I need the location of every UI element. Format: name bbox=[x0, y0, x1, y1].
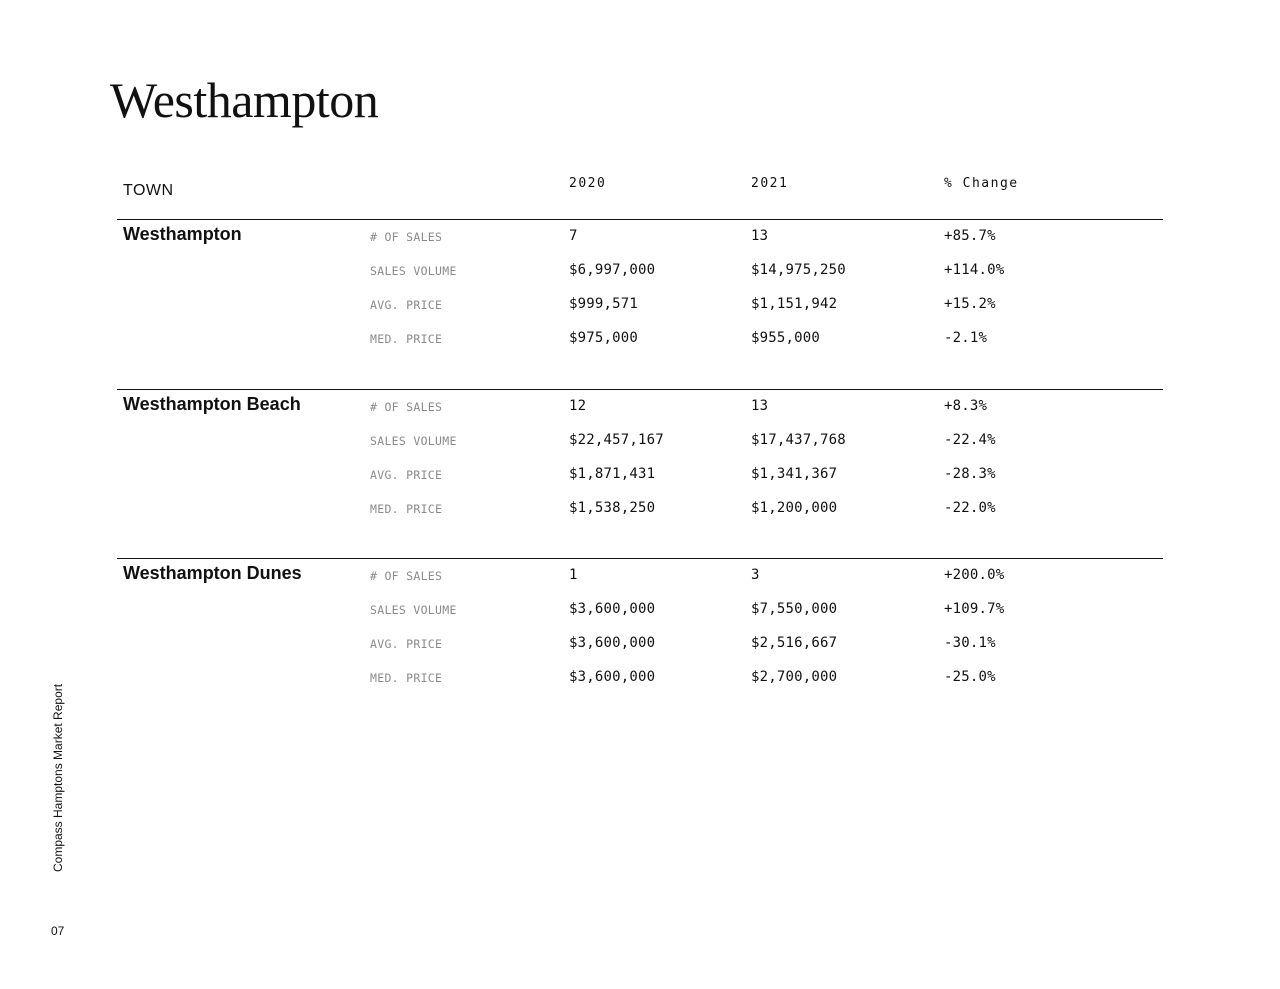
metric-label: MED. PRICE bbox=[370, 332, 443, 346]
value-2020: $3,600,000 bbox=[569, 635, 656, 651]
value-2021: $7,550,000 bbox=[751, 601, 838, 617]
header-town: TOWN bbox=[123, 182, 174, 199]
value-2020: $999,571 bbox=[569, 296, 639, 312]
metric-label: SALES VOLUME bbox=[370, 264, 457, 278]
value-2021: $955,000 bbox=[751, 330, 821, 346]
value-change: -22.0% bbox=[944, 500, 996, 516]
value-2020: $1,538,250 bbox=[569, 500, 656, 516]
table-row bbox=[117, 330, 1163, 352]
town-block-westhampton-dunes bbox=[117, 558, 1163, 729]
value-2020: 7 bbox=[569, 228, 578, 244]
value-2021: 3 bbox=[751, 567, 760, 583]
value-2021: $1,200,000 bbox=[751, 500, 838, 516]
metric-label: SALES VOLUME bbox=[370, 434, 457, 448]
metric-label: MED. PRICE bbox=[370, 671, 443, 685]
value-2021: $14,975,250 bbox=[751, 262, 846, 278]
value-2020: $3,600,000 bbox=[569, 669, 656, 685]
value-change: +8.3% bbox=[944, 398, 988, 414]
table-row bbox=[117, 500, 1163, 522]
value-2020: $3,600,000 bbox=[569, 601, 656, 617]
town-block-westhampton-beach bbox=[117, 389, 1163, 560]
town-name: Westhampton Dunes bbox=[123, 563, 302, 583]
value-change: +200.0% bbox=[944, 567, 1005, 583]
value-2020: 12 bbox=[569, 398, 587, 414]
value-change: +15.2% bbox=[944, 296, 996, 312]
table-row bbox=[117, 466, 1163, 488]
table-row bbox=[117, 296, 1163, 318]
value-change: -28.3% bbox=[944, 466, 996, 482]
value-change: +85.7% bbox=[944, 228, 996, 244]
metric-label: AVG. PRICE bbox=[370, 298, 443, 312]
table-row bbox=[117, 432, 1163, 454]
value-2021: $2,516,667 bbox=[751, 635, 838, 651]
value-2020: 1 bbox=[569, 567, 578, 583]
value-change: +109.7% bbox=[944, 601, 1005, 617]
header-2020: 2020 bbox=[569, 176, 607, 191]
metric-label: # OF SALES bbox=[370, 400, 443, 414]
page-title: Westhampton bbox=[110, 72, 379, 128]
value-2021: $1,151,942 bbox=[751, 296, 838, 312]
value-2020: $1,871,431 bbox=[569, 466, 656, 482]
value-2021: 13 bbox=[751, 398, 769, 414]
table-row bbox=[117, 669, 1163, 691]
value-change: -2.1% bbox=[944, 330, 988, 346]
value-2020: $22,457,167 bbox=[569, 432, 664, 448]
value-2020: $6,997,000 bbox=[569, 262, 656, 278]
header-2021: 2021 bbox=[751, 176, 789, 191]
table-header bbox=[117, 170, 1163, 220]
metric-label: AVG. PRICE bbox=[370, 637, 443, 651]
value-2021: $2,700,000 bbox=[751, 669, 838, 685]
side-caption: Compass Hamptons Market Report bbox=[51, 683, 65, 872]
header-change: % Change bbox=[944, 176, 1019, 191]
table-row bbox=[117, 398, 1163, 420]
table-row bbox=[117, 601, 1163, 623]
value-change: -22.4% bbox=[944, 432, 996, 448]
value-2021: $1,341,367 bbox=[751, 466, 838, 482]
table-row bbox=[117, 228, 1163, 250]
page-number: 07 bbox=[51, 924, 65, 938]
metric-label: MED. PRICE bbox=[370, 502, 443, 516]
metric-label: AVG. PRICE bbox=[370, 468, 443, 482]
value-2020: $975,000 bbox=[569, 330, 639, 346]
town-block-westhampton bbox=[117, 220, 1163, 390]
metric-label: # OF SALES bbox=[370, 230, 443, 244]
metric-label: SALES VOLUME bbox=[370, 603, 457, 617]
value-change: +114.0% bbox=[944, 262, 1005, 278]
metric-label: # OF SALES bbox=[370, 569, 443, 583]
table-row bbox=[117, 262, 1163, 284]
town-name: Westhampton Beach bbox=[123, 394, 301, 414]
table-row bbox=[117, 567, 1163, 589]
value-2021: $17,437,768 bbox=[751, 432, 846, 448]
town-name: Westhampton bbox=[123, 224, 242, 244]
value-change: -30.1% bbox=[944, 635, 996, 651]
table-row bbox=[117, 635, 1163, 657]
value-2021: 13 bbox=[751, 228, 769, 244]
value-change: -25.0% bbox=[944, 669, 996, 685]
